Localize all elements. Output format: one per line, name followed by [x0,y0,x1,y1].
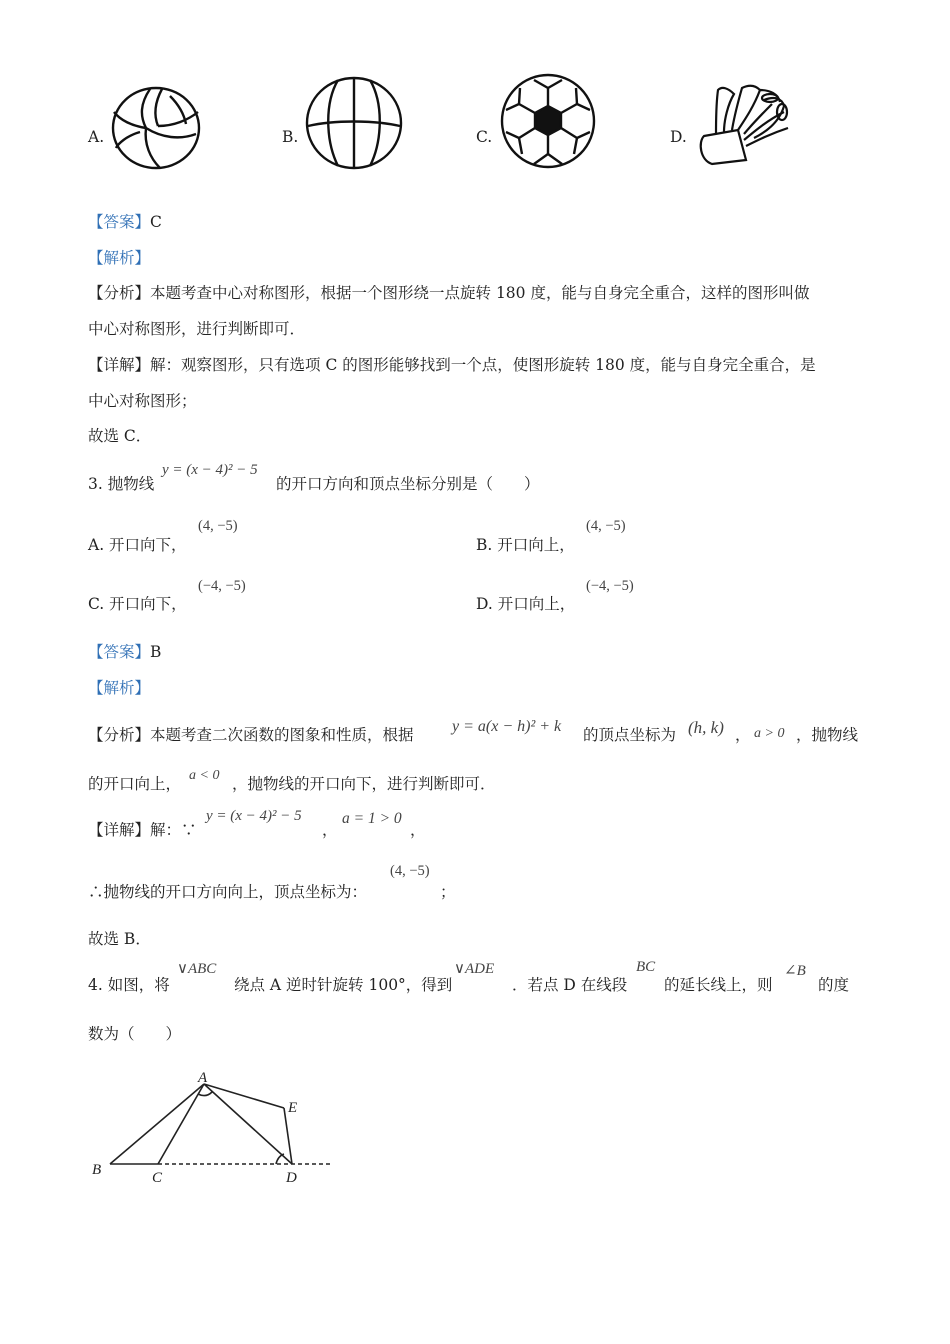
q3-fenxi-part3: ，抛物线 [796,726,859,744]
q3-fenxi-line2-b: ，抛物线的开口向下，进行判断即可． [232,775,496,793]
q3-answer: B [150,643,162,661]
q3-option-d: D. 开口向上， [476,595,576,613]
q3-xiangjie-part1: 解：∵ [150,821,197,839]
q2-xiangjie-tag: 【详解】 [88,356,151,374]
q3-fenxi-part2: 的顶点坐标为 [583,726,677,744]
segment-ae [204,1084,284,1108]
volleyball-image [110,86,202,170]
q4-stem-end: 的度 [818,976,850,994]
q3-option-b: B. 开口向上， [476,536,575,554]
q3-answer-tag: 【答案】 [88,643,151,661]
angle-mark-a [198,1092,212,1096]
q3-option-b-coord: (4, −5) [586,518,626,534]
q4-tri2: ∨ADE [454,961,495,977]
q4-stem-mid1: 绕点 A 逆时针旋转 100°，得到 [234,976,453,994]
q4-stem-mid2: ．若点 D 在线段 [512,976,628,994]
q2-option-d-label: D. [670,128,687,146]
q2-option-b-label: B. [282,128,299,146]
label-c: C [152,1170,163,1186]
q3-option-d-coord: (−4, −5) [586,578,634,594]
q2-answer-tag: 【答案】 [88,213,151,231]
q4-stem-num: 4. 如图，将 [88,976,170,994]
q4-tri1: ∨ABC [177,961,217,977]
q2-option-c-label: C. [476,128,493,146]
q2-answer: C [150,213,162,231]
q3-fenxi-cond1: a > 0 [754,726,785,741]
q3-xiangjie-cond: a = 1 > 0 [342,810,402,827]
q3-therefore-coord: (4, −5) [390,863,430,879]
segment-ab [110,1084,204,1164]
q2-fenxi-line1: 本题考查中心对称图形，根据一个图形绕一点旋转 180 度，能与自身完全重合，这样的图形叫做 [150,284,810,302]
q3-therefore-text: ∴抛物线的开口方向向上，顶点坐标为： [88,883,368,901]
q4-stem-mid3: 的延长线上，则 [664,976,773,994]
q2-xiangjie-line2: 中心对称图形； [88,392,197,410]
q2-analysis-tag: 【解析】 [88,249,151,267]
q4-stem-line2: 数为（ ） [88,1025,182,1043]
q2-conclusion: 故选 C． [88,427,152,445]
q3-analysis-tag: 【解析】 [88,679,151,697]
q3-fenxi-cond2: a < 0 [189,768,220,783]
label-e: E [288,1100,298,1116]
q3-stem-formula: y = (x − 4)² − 5 [162,462,258,478]
q2-fenxi-line2: 中心对称图形，进行判断即可． [88,320,306,338]
q3-fenxi-part1: 本题考查二次函数的图象和性质，根据 [150,726,414,744]
q3-option-c-coord: (−4, −5) [198,578,246,594]
label-a: A [198,1070,208,1086]
label-d: D [286,1170,297,1186]
q3-fenxi-vertex: (h, k) [688,718,724,737]
q3-xiangjie-tag: 【详解】 [88,821,151,839]
q3-option-a-coord: (4, −5) [198,518,238,534]
q3-option-a: A. 开口向下， [88,536,187,554]
q4-segment: BC [636,959,656,975]
basketball-image [304,76,404,170]
q4-angle: ∠B [784,963,806,979]
q2-fenxi-tag: 【分析】 [88,284,151,302]
q3-stem-suffix: 的开口方向和顶点坐标分别是（ ） [276,475,540,493]
segment-ad [204,1084,292,1164]
q2-option-a-label: A. [88,128,105,146]
q3-fenxi-formula: y = a(x − h)² + k [452,718,562,735]
label-b: B [92,1162,102,1178]
q2-xiangjie-line1: 解：观察图形，只有选项 C 的图形能够找到一个点，使图形旋转 180 度，能与自身完全重合，是 [150,356,816,374]
shuttlecock-image [694,76,794,168]
q3-conclusion: 故选 B． [88,930,151,948]
soccer-ball-image [498,72,598,170]
q3-stem-prefix: 3. 抛物线 [88,475,155,493]
q3-fenxi-tag: 【分析】 [88,726,151,744]
q3-xiangjie-formula: y = (x − 4)² − 5 [206,808,302,824]
segment-ed [284,1108,292,1164]
segment-ac [158,1084,204,1164]
q3-fenxi-line2-a: 的开口向上， [88,775,182,793]
q3-option-c: C. 开口向下， [88,595,187,613]
q4-triangle-figure [88,1062,338,1186]
